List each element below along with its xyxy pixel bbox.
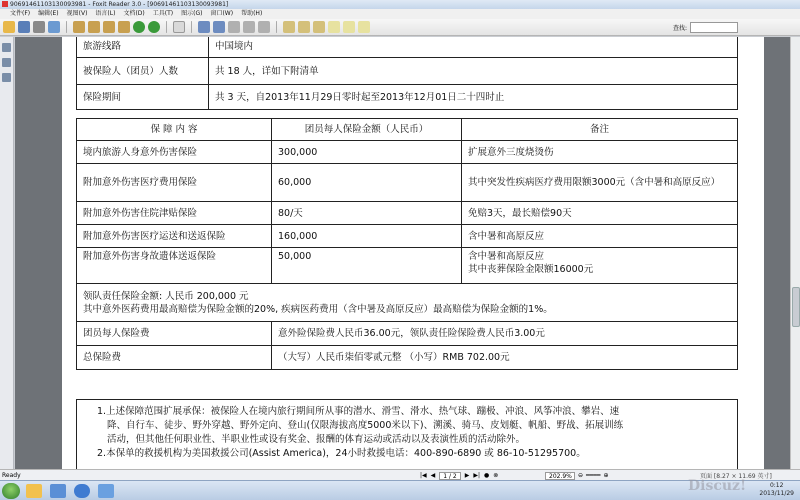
coverage-amount: 160,000 xyxy=(272,225,462,248)
scrollbar-thumb[interactable] xyxy=(792,287,800,327)
trip-info-table xyxy=(76,37,738,110)
first-page-button[interactable]: |◀ xyxy=(420,472,427,479)
toolbar-separator xyxy=(66,21,67,33)
zoom-in-icon[interactable] xyxy=(198,21,210,33)
next-page-icon[interactable] xyxy=(103,21,115,33)
window-title: 90691461103130093981 - Foxit Reader 3.0 - [90691461103130093981] xyxy=(10,1,229,8)
fit-page-icon[interactable] xyxy=(243,21,255,33)
cell-label: 旅游线路 xyxy=(77,37,209,58)
table-header-row xyxy=(77,119,738,141)
total-value: （大写）人民币柒佰零贰元整 （小写）RMB 702.00元 xyxy=(272,346,738,370)
bookmarks-icon[interactable] xyxy=(2,43,11,52)
zoom-level[interactable]: 202.9% xyxy=(545,472,575,480)
next-page-button[interactable]: ▶ xyxy=(464,472,470,479)
snapshot-icon[interactable] xyxy=(313,21,325,33)
coverage-amount: 50,000 xyxy=(272,248,462,284)
page-select-icon[interactable] xyxy=(173,21,185,33)
coverage-note: 免赔3天，最长赔偿90天 xyxy=(462,202,738,225)
save-icon[interactable] xyxy=(18,21,30,33)
liability-cell xyxy=(77,284,738,322)
cell-value: 共 18 人，详如下附清单 xyxy=(209,58,738,85)
last-page-icon[interactable] xyxy=(118,21,130,33)
menu-bar xyxy=(0,9,800,19)
navigation-sidebar xyxy=(0,37,14,469)
stop-icon[interactable]: ⊗ xyxy=(493,472,499,479)
search-input[interactable] xyxy=(690,22,738,33)
toolbar-separator xyxy=(166,21,167,33)
start-button[interactable] xyxy=(2,483,20,499)
coverage-item: 附加意外伤害医疗运送和送返保险 xyxy=(77,225,272,248)
table-row xyxy=(77,37,738,58)
coverage-item: 附加意外伤害身故遗体送返保险 xyxy=(77,248,272,284)
pdf-page xyxy=(62,37,764,469)
clock-date: 2013/11/29 xyxy=(759,490,794,497)
watermark-logo: Discuz! xyxy=(688,478,747,494)
coverage-amount: 80/天 xyxy=(272,202,462,225)
window-taskbar-icon[interactable] xyxy=(98,484,114,498)
page-size-info: 页面 [8.27 × 11.69 英寸] xyxy=(700,473,772,480)
cell-label: 被保险人（团员）人数 xyxy=(77,58,209,85)
rotate-icon[interactable] xyxy=(283,21,295,33)
forward-icon[interactable] xyxy=(148,21,160,33)
toolbar-separator xyxy=(276,21,277,33)
coverage-note: 含中暑和高原反应 xyxy=(462,225,738,248)
policy-notes xyxy=(76,399,738,469)
document-viewport xyxy=(15,37,790,469)
table-row xyxy=(77,248,738,284)
coverage-item: 境内旅游人身意外伤害保险 xyxy=(77,141,272,164)
highlight-icon[interactable] xyxy=(343,21,355,33)
page-number-field[interactable]: 1 / 2 xyxy=(439,472,460,480)
table-row xyxy=(77,225,738,248)
table-row xyxy=(77,141,738,164)
coverage-note: 其中突发性疾病医疗费用限额3000元（含中暑和高原反应） xyxy=(462,164,738,202)
coverage-note-cell xyxy=(462,248,738,284)
vertical-scrollbar[interactable] xyxy=(790,37,800,469)
explorer-taskbar-icon[interactable] xyxy=(26,484,42,498)
cell-value: 中国境内 xyxy=(209,37,738,58)
menu-file[interactable]: 文件(F) xyxy=(10,10,31,17)
refresh-icon[interactable]: ● xyxy=(484,472,490,479)
coverage-table xyxy=(76,118,738,370)
menu-graphics[interactable]: 图示(G) xyxy=(181,10,203,17)
last-page-button[interactable]: ▶| xyxy=(473,472,481,479)
coverage-amount: 60,000 xyxy=(272,164,462,202)
search-label: 查找: xyxy=(672,25,687,32)
liability-detail: 其中意外医药费用最高赔偿为保险金额的20%, 疾病医药费用（含中暑及高原反应）最高赔偿为保险金额的1%。 xyxy=(83,303,553,315)
header-note: 备注 xyxy=(462,119,738,141)
coverage-amount: 300,000 xyxy=(272,141,462,164)
liability-row xyxy=(77,284,738,322)
note-line: 活动，但其他任何职业性、半职业性或设有奖金、报酬的体育运动或活动以及表演性质的活动除外。 xyxy=(107,434,526,445)
zoom-out-icon[interactable] xyxy=(213,21,225,33)
premium-label: 团员每人保险费 xyxy=(77,322,272,346)
fit-width-icon[interactable] xyxy=(228,21,240,33)
table-row xyxy=(77,58,738,85)
status-bar xyxy=(0,469,800,480)
cell-label: 保险期间 xyxy=(77,85,209,110)
menu-language[interactable]: 语言(L) xyxy=(95,10,116,17)
prev-page-button[interactable]: ◀ xyxy=(430,472,436,479)
system-clock[interactable] xyxy=(759,482,794,498)
status-text: Ready xyxy=(2,472,21,479)
search-area xyxy=(673,22,738,33)
coverage-note: 扩展意外三度烧烫伤 xyxy=(462,141,738,164)
print-icon[interactable] xyxy=(33,21,45,33)
liability-amount: 领队责任保险金额: 人民币 200,000 元 xyxy=(83,290,249,302)
coverage-note: 含中暑和高原反应 xyxy=(468,251,545,262)
title-bar xyxy=(0,0,800,9)
coverage-note-extra: 其中丧葬保险金限额16000元 xyxy=(468,264,594,275)
app-icon xyxy=(2,1,8,7)
header-amount: 团员每人保险金额（人民币） xyxy=(272,119,462,141)
actual-size-icon[interactable] xyxy=(258,21,270,33)
header-coverage: 保 障 内 容 xyxy=(77,119,272,141)
email-icon[interactable] xyxy=(48,21,60,33)
premium-value: 意外险保险费人民币36.00元，领队责任险保险费人民币3.00元 xyxy=(272,322,738,346)
zoom-slider[interactable]: ━━━━ xyxy=(586,472,601,479)
clock-time: 0:12 xyxy=(769,482,784,489)
media-taskbar-icon[interactable] xyxy=(50,484,66,498)
typewriter-icon[interactable] xyxy=(358,21,370,33)
note-line: 降、自行车、徒步、野外穿越、野外定向、登山(仅限海拔高度5000米以下)、溯溪、骑马、皮划艇、帆船、野战、拓展训练 xyxy=(107,420,624,431)
text-select-icon[interactable] xyxy=(298,21,310,33)
total-label: 总保险费 xyxy=(77,346,272,370)
premium-row xyxy=(77,322,738,346)
toolbar-separator xyxy=(191,21,192,33)
menu-view[interactable]: 视图(V) xyxy=(66,10,88,17)
table-row xyxy=(77,164,738,202)
open-icon[interactable] xyxy=(3,21,15,33)
ie-taskbar-icon[interactable] xyxy=(74,484,90,498)
zoom-in-button[interactable]: ⊕ xyxy=(603,472,609,479)
note-line: 2.本保单的救援机构为美国救援公司(Assist America)，24小时救援电话：400-890-6890 或 86-10-51295700。 xyxy=(97,448,586,459)
previous-page-icon[interactable] xyxy=(88,21,100,33)
zoom-out-button[interactable]: ⊖ xyxy=(578,472,584,479)
hand-tool-icon[interactable] xyxy=(328,21,340,33)
note-line: 1.上述保障范围扩展承保：被保险人在境内旅行期间所从事的潜水、滑雪、滑水、热气球、蹦极、冲浪、风筝冲浪、攀岩、速 xyxy=(97,406,620,417)
table-row xyxy=(77,85,738,110)
coverage-item: 附加意外伤害医疗费用保险 xyxy=(77,164,272,202)
menu-tools[interactable]: 工具(T) xyxy=(152,10,174,17)
menu-window[interactable]: 窗口(W) xyxy=(210,10,234,17)
total-row xyxy=(77,346,738,370)
layers-icon[interactable] xyxy=(2,73,11,82)
table-row xyxy=(77,202,738,225)
cell-value: 共 3 天，自2013年11月29日零时起至2013年12月01日二十四时止 xyxy=(209,85,738,110)
menu-document[interactable]: 文档(D) xyxy=(123,10,145,17)
menu-edit[interactable]: 编辑(E) xyxy=(38,10,59,17)
coverage-item: 附加意外伤害住院津贴保险 xyxy=(77,202,272,225)
windows-taskbar xyxy=(0,480,800,500)
menu-help[interactable]: 帮助(H) xyxy=(241,10,263,17)
first-page-icon[interactable] xyxy=(73,21,85,33)
back-icon[interactable] xyxy=(133,21,145,33)
pages-icon[interactable] xyxy=(2,58,11,67)
